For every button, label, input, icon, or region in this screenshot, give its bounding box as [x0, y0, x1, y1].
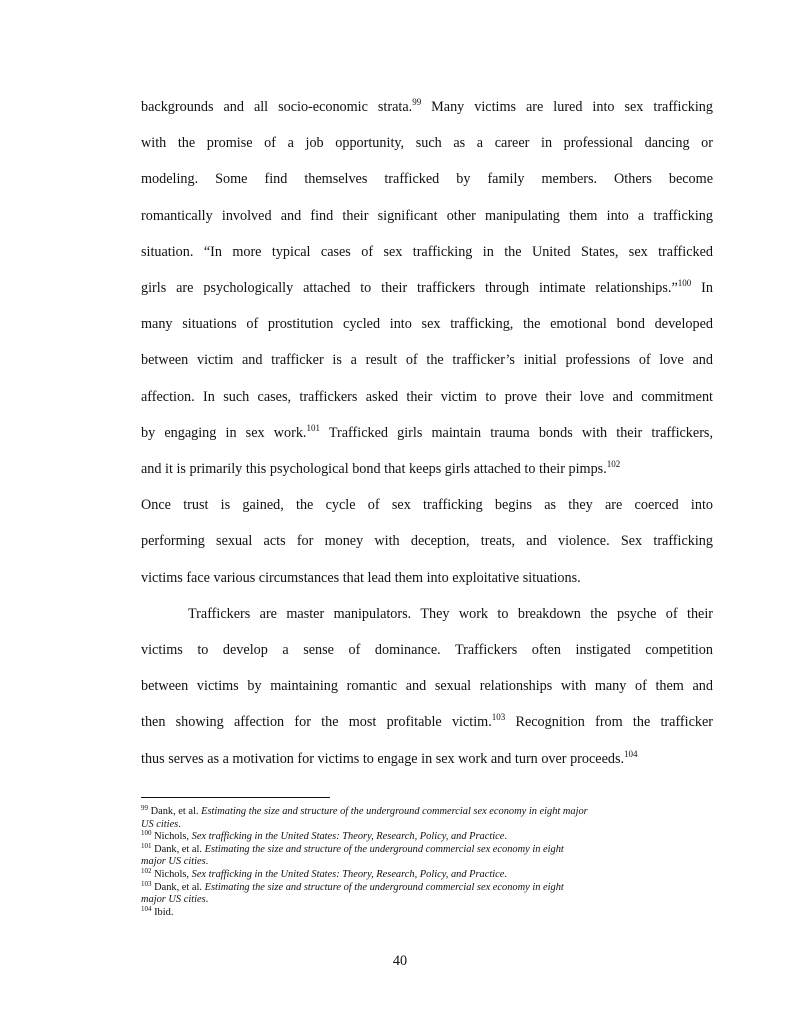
body-line: backgrounds and all socio-economic strata.$^{99}$ Many victims are lured into sex trafficking — [141, 97, 713, 115]
body-line: modeling. Some find themselves trafficked by family members. Others become — [141, 171, 713, 188]
footnote-ref: 99 — [412, 97, 422, 107]
body-line: thus serves as a motivation for victims to engage in sex work and turn over proceeds.$^{104}$ — [141, 748, 638, 767]
footnotes — [141, 806, 713, 919]
body-line: girls are psychologically attached to their traffickers through intimate relationships.”$^{100}$ In — [141, 278, 713, 297]
body-line: victims face various circumstances that lead them into exploitative situations. — [141, 569, 581, 586]
body-line: many situations of prostitution cycled into sex trafficking, the emotional bond developed — [141, 316, 713, 333]
body-line: Traffickers are master manipulators. They work to breakdown the psyche of their — [188, 605, 713, 622]
body-line: then showing affection for the most profitable victim.$^{103}$ Recognition from the trafficker — [141, 712, 713, 731]
footnote-ref: 100 — [677, 278, 692, 289]
footnote: $^{102}$ Nichols, Sex trafficking in the United States: Theory, Research, Policy, and Practice. — [141, 866, 507, 880]
footnote-continuation: US cities. — [141, 818, 181, 830]
body-text — [141, 89, 713, 777]
body-line: between victims by maintaining romantic and sexual relationships with many of them and — [141, 678, 713, 695]
page-number: 40 — [392, 953, 408, 969]
body-line: with the promise of a job opportunity, such as a career in professional dancing or — [141, 135, 713, 152]
body-line: by engaging in sex work.$^{101}$ Trafficked girls maintain trauma bonds with their traffickers, — [141, 422, 713, 441]
body-line: romantically involved and find their significant other manipulating them into a trafficking — [141, 207, 713, 224]
body-line: performing sexual acts for money with deception, treats, and violence. Sex trafficking — [141, 533, 713, 550]
footnote: $^{101}$ Dank, et al. Estimating the size and structure of the underground commercial sex economy in eight — [141, 841, 564, 855]
body-line: Once trust is gained, the cycle of sex trafficking begins as they are coerced into — [141, 497, 713, 514]
footnote-ref: 104 — [624, 748, 638, 759]
body-line: situation. “In more typical cases of sex trafficking in the United States, sex trafficked — [141, 243, 713, 260]
footnote: $^{100}$ Nichols, Sex trafficking in the United States: Theory, Research, Policy, and Practice. — [141, 829, 507, 843]
body-line: victims to develop a sense of dominance. Traffickers often instigated competition — [141, 642, 713, 659]
footnote: $^{104}$ Ibid. — [141, 904, 174, 918]
body-line: between victim and trafficker is a result of the trafficker’s initial professions of love and — [141, 352, 713, 369]
footnote-continuation: major US cities. — [141, 856, 209, 868]
footnote-separator — [141, 797, 330, 798]
footnote-continuation: major US cities. — [141, 894, 209, 906]
footnote: $^{103}$ Dank, et al. Estimating the size and structure of the underground commercial sex economy in eight — [141, 879, 564, 893]
body-line: affection. In such cases, traffickers asked their victim to prove their love and commitment — [141, 388, 713, 405]
footnote-ref: 101 — [306, 422, 320, 433]
footnote-ref: 103 — [491, 712, 506, 723]
footnote-ref: 102 — [606, 459, 621, 470]
footnote: $^{99}$ Dank, et al. Estimating the size and structure of the underground commercial sex economy in eight major — [141, 804, 588, 817]
body-line: and it is primarily this psychological bond that keeps girls attached to their pimps.$^{102}$ — [141, 459, 621, 478]
